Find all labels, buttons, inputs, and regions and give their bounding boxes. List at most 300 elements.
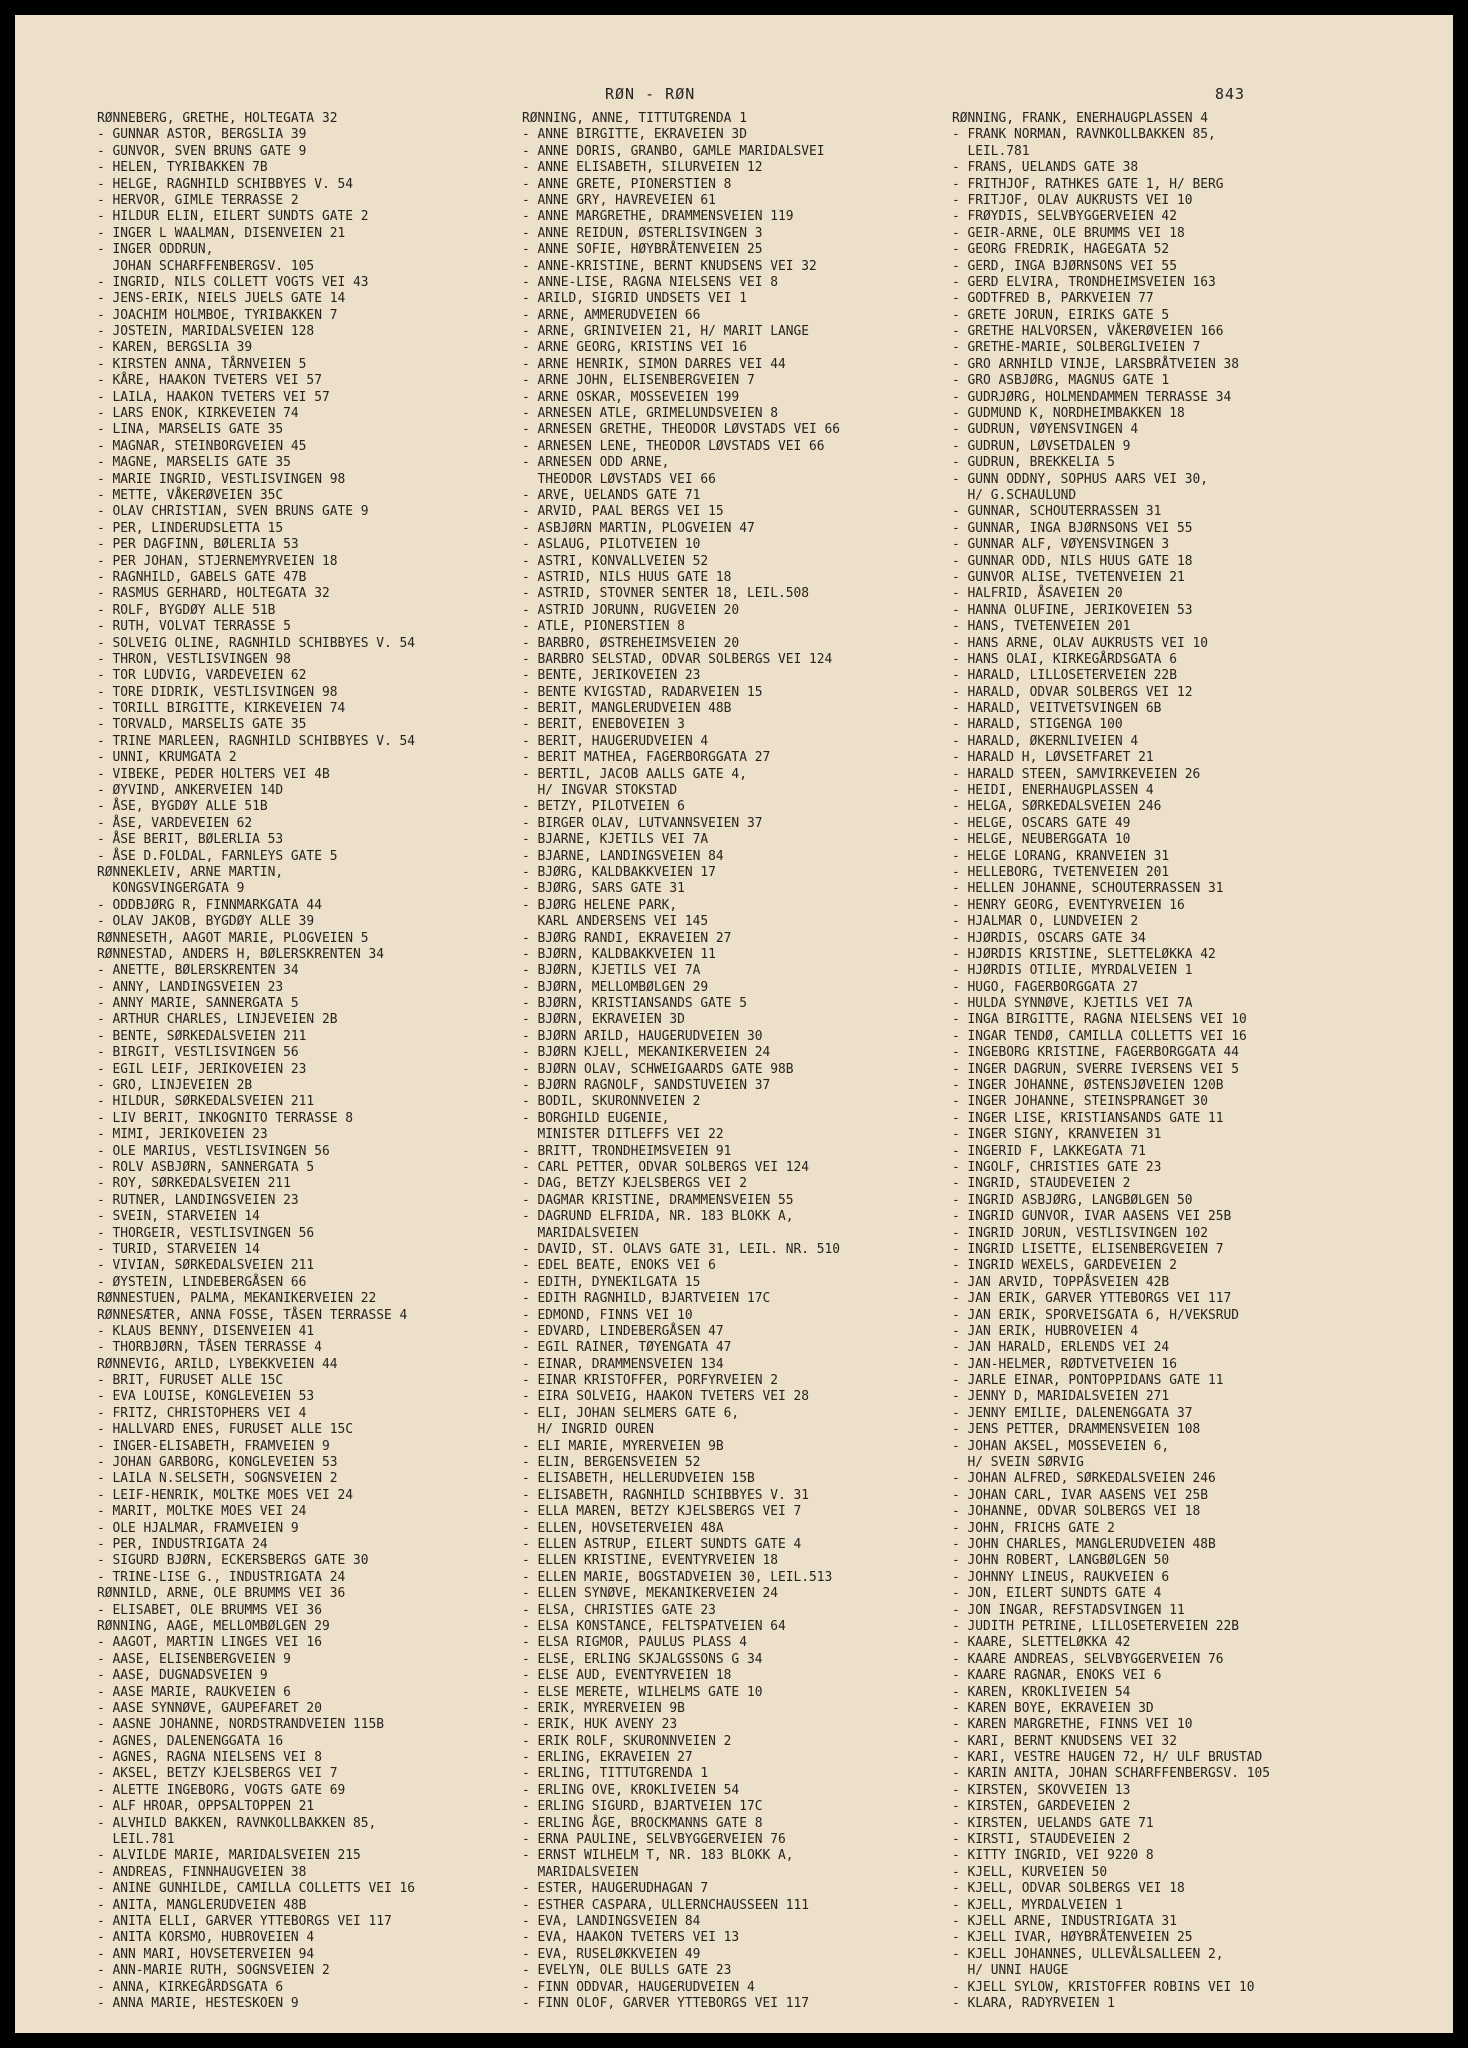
- directory-entry: - FINN OLOF, GARVER YTTEBORGS VEI 117: [522, 1995, 810, 2011]
- directory-entry: - GUDRJØRG, HOLMENDAMMEN TERRASSE 34: [952, 389, 1232, 405]
- directory-entry: - ELISABET, OLE BRUMMS VEI 36: [97, 1602, 322, 1618]
- directory-entry: - ØYSTEIN, LINDEBERGÅSEN 66: [97, 1274, 307, 1290]
- directory-entry: - SOLVEIG OLINE, RAGNHILD SCHIBBYES V. 54: [97, 635, 416, 651]
- directory-column-3: [952, 111, 1392, 2012]
- directory-entry: - THORBJØRN, TÅSEN TERRASSE 4: [97, 1340, 322, 1356]
- directory-entry: - AAGOT, MARTIN LINGES VEI 16: [97, 1635, 322, 1651]
- directory-entry: - KIRSTI, STAUDEVEIEN 2: [952, 1832, 1131, 1848]
- directory-entry: - HARALD STEEN, SAMVIRKEVEIEN 26: [952, 766, 1201, 782]
- directory-entry: - EVA, LANDINGSVEIEN 84: [522, 1913, 701, 1929]
- directory-entry: - BODIL, SKURONNVEIEN 2: [522, 1094, 701, 1110]
- directory-entry: - ANNE REIDUN, ØSTERLISVINGEN 3: [522, 225, 763, 241]
- directory-entry: - HUGO, FAGERBORGGATA 27: [952, 979, 1139, 995]
- directory-entry: - INGAR TENDØ, CAMILLA COLLETTS VEI 16: [952, 1028, 1247, 1044]
- directory-entry: - ANNE-KRISTINE, BERNT KNUDSENS VEI 32: [522, 258, 817, 274]
- directory-entry: - KARI, VESTRE HAUGEN 72, H/ ULF BRUSTAD: [952, 1750, 1263, 1766]
- directory-entry: H/ INGRID OUREN: [522, 1422, 654, 1438]
- directory-entry: - GUNNAR ODD, NILS HUUS GATE 18: [952, 553, 1193, 569]
- directory-entry: - BJARNE, KJETILS VEI 7A: [522, 832, 709, 848]
- directory-entry: MARIDALSVEIEN: [522, 1225, 639, 1241]
- directory-entry: - ÅSE, VARDEVEIEN 62: [97, 815, 253, 831]
- directory-entry: - INGER JOHANNE, ØSTENSJØVEIEN 120B: [952, 1078, 1224, 1094]
- directory-entry: - GRETHE HALVORSEN, VÅKERØVEIEN 166: [952, 324, 1224, 340]
- directory-entry: - BIRGER OLAV, LUTVANNSVEIEN 37: [522, 815, 763, 831]
- directory-entry: - KIRSTEN, UELANDS GATE 71: [952, 1815, 1154, 1831]
- directory-entry: - JAN HARALD, ERLENDS VEI 24: [952, 1340, 1170, 1356]
- directory-entry: - FRITJOF, OLAV AUKRUSTS VEI 10: [952, 192, 1193, 208]
- directory-entry: - ANNY MARIE, SANNERGATA 5: [97, 996, 299, 1012]
- directory-entry: - ASTRID JORUNN, RUGVEIEN 20: [522, 602, 740, 618]
- directory-entry: - ANNE ELISABETH, SILURVEIEN 12: [522, 160, 763, 176]
- directory-entry: - KIRSTEN ANNA, TÅRNVEIEN 5: [97, 356, 307, 372]
- directory-entry: - BRITT, TRONDHEIMSVEIEN 91: [522, 1143, 732, 1159]
- directory-entry: - ERIK, MYRERVEIEN 9B: [522, 1700, 685, 1716]
- directory-entry: - KAREN, BERGSLIA 39: [97, 340, 253, 356]
- directory-entry: - ODDBJØRG R, FINNMARKGATA 44: [97, 897, 322, 913]
- directory-entry: - KJELL, ODVAR SOLBERGS VEI 18: [952, 1881, 1185, 1897]
- directory-entry: - ARNESEN GRETHE, THEODOR LØVSTADS VEI 66: [522, 422, 841, 438]
- directory-entry: - BARBRO SELSTAD, ODVAR SOLBERGS VEI 124: [522, 651, 833, 667]
- directory-entry: - INGRID JORUN, VESTLISVINGEN 102: [952, 1225, 1208, 1241]
- directory-entry: - DAGMAR KRISTINE, DRAMMENSVEIEN 55: [522, 1192, 794, 1208]
- directory-entry: - ÅSE D.FOLDAL, FARNLEYS GATE 5: [97, 848, 338, 864]
- directory-entry: - KARIN ANITA, JOHAN SCHARFFENBERGSV. 105: [952, 1766, 1271, 1782]
- directory-entry: - ERNST WILHELM T, NR. 183 BLOKK A,: [522, 1848, 794, 1864]
- directory-entry: - ELLEN SYNØVE, MEKANIKERVEIEN 24: [522, 1586, 778, 1602]
- directory-entry: - ANNE BIRGITTE, EKRAVEIEN 3D: [522, 127, 747, 143]
- directory-entry: - GUNNAR ASTOR, BERGSLIA 39: [97, 127, 307, 143]
- directory-entry: - ELSE AUD, EVENTYRVEIEN 18: [522, 1668, 732, 1684]
- directory-entry: - ASLAUG, PILOTVEIEN 10: [522, 537, 701, 553]
- directory-entry: - DAG, BETZY KJELSBERGS VEI 2: [522, 1176, 747, 1192]
- directory-entry: RØNNESTUEN, PALMA, MEKANIKERVEIEN 22: [97, 1291, 377, 1307]
- directory-entry: - MIMI, JERIKOVEIEN 23: [97, 1127, 268, 1143]
- directory-entry: - HEIDI, ENERHAUGPLASSEN 4: [952, 783, 1154, 799]
- directory-entry: - ANNE-LISE, RAGNA NIELSENS VEI 8: [522, 274, 778, 290]
- directory-entry: - INGRID GUNVOR, IVAR AASENS VEI 25B: [952, 1209, 1232, 1225]
- directory-entry: - HULDA SYNNØVE, KJETILS VEI 7A: [952, 996, 1193, 1012]
- directory-entry: - ERIK ROLF, SKURONNVEIEN 2: [522, 1733, 732, 1749]
- directory-entry: - HELEN, TYRIBAKKEN 7B: [97, 160, 268, 176]
- directory-entry: - EDITH RAGNHILD, BJARTVEIEN 17C: [522, 1291, 771, 1307]
- directory-entry: - JOHAN AKSEL, MOSSEVEIEN 6,: [952, 1438, 1170, 1454]
- directory-entry: - ERLING SIGURD, BJARTVEIEN 17C: [522, 1799, 763, 1815]
- directory-entry: - ROLV ASBJØRN, SANNERGATA 5: [97, 1160, 315, 1175]
- directory-entry: - EINAR KRISTOFFER, PORFYRVEIEN 2: [522, 1373, 778, 1389]
- directory-entry: - JAN ARVID, TOPPÅSVEIEN 42B: [952, 1274, 1170, 1290]
- directory-entry: - JAN ERIK, GARVER YTTEBORGS VEI 117: [952, 1291, 1232, 1307]
- directory-entry: - ERLING ÅGE, BROCKMANNS GATE 8: [522, 1815, 763, 1831]
- directory-entry: - INGER JOHANNE, STEINSPRANGET 30: [952, 1094, 1208, 1110]
- directory-entry: - KAREN BOYE, EKRAVEIEN 3D: [952, 1700, 1154, 1716]
- directory-entry: - METTE, VÅKERØVEIEN 35C: [97, 487, 284, 503]
- directory-entry: - RAGNHILD, GABELS GATE 47B: [97, 569, 307, 585]
- directory-entry: - BJØRG RANDI, EKRAVEIEN 27: [522, 930, 732, 946]
- directory-entry: - BJØRN RAGNOLF, SANDSTUVEIEN 37: [522, 1078, 771, 1094]
- directory-page: [15, 15, 1453, 2033]
- directory-entry: - JON INGAR, REFSTADSVINGEN 11: [952, 1602, 1185, 1618]
- directory-entry: - ROLF, BYGDØY ALLE 51B: [97, 602, 276, 618]
- directory-entry: LEIL.781: [952, 143, 1030, 159]
- directory-entry: - BJØRN, KJETILS VEI 7A: [522, 963, 701, 979]
- directory-entry: - BJØRN, KRISTIANSANDS GATE 5: [522, 996, 747, 1012]
- directory-entry: - ELLEN, HOVSETERVEIEN 48A: [522, 1520, 724, 1536]
- directory-entry: - ARNE OSKAR, MOSSEVEIEN 199: [522, 389, 740, 405]
- directory-entry: - HJØRDIS KRISTINE, SLETTELØKKA 42: [952, 946, 1216, 962]
- directory-entry: - HALLVARD ENES, FURUSET ALLE 15C: [97, 1422, 353, 1438]
- directory-entry: - HARALD, STIGENGA 100: [952, 717, 1123, 733]
- directory-entry: - JARLE EINAR, PONTOPPIDANS GATE 11: [952, 1373, 1224, 1389]
- directory-entry: - HANS, TVETENVEIEN 201: [952, 619, 1131, 635]
- directory-entry: - ANN MARI, HOVSETERVEIEN 94: [97, 1946, 315, 1962]
- directory-entry: - HJALMAR O, LUNDVEIEN 2: [952, 914, 1139, 930]
- directory-entry: - BERIT, ENEBOVEIEN 3: [522, 717, 685, 733]
- directory-entry: - EIRA SOLVEIG, HAAKON TVETERS VEI 28: [522, 1389, 810, 1405]
- directory-entry: - ESTHER CASPARA, ULLERNCHAUSSEEN 111: [522, 1897, 810, 1913]
- directory-entry: - KJELL IVAR, HØYBRÅTENVEIEN 25: [952, 1930, 1193, 1946]
- directory-entry: - DAGRUND ELFRIDA, NR. 183 BLOKK A,: [522, 1209, 794, 1225]
- directory-entry: - LAILA N.SELSETH, SOGNSVEIEN 2: [97, 1471, 338, 1487]
- directory-entry: - KAARE ANDREAS, SELVBYGGERVEIEN 76: [952, 1651, 1224, 1667]
- directory-entry: - ANINE GUNHILDE, CAMILLA COLLETTS VEI 16: [97, 1881, 416, 1897]
- directory-entry: - INGER DAGRUN, SVERRE IVERSENS VEI 5: [952, 1061, 1240, 1077]
- directory-entry: - ANITA KORSMO, HUBROVEIEN 4: [97, 1930, 315, 1946]
- directory-entry: - BJØRN ARILD, HAUGERUDVEIEN 30: [522, 1028, 763, 1044]
- directory-entry: - ELSE MERETE, WILHELMS GATE 10: [522, 1684, 763, 1700]
- directory-entry: - GEORG FREDRIK, HAGEGATA 52: [952, 242, 1170, 258]
- directory-entry: - KAARE, SLETTELØKKA 42: [952, 1635, 1131, 1651]
- directory-entry: - AKSEL, BETZY KJELSBERGS VEI 7: [97, 1766, 338, 1782]
- directory-entry: - AGNES, RAGNA NIELSENS VEI 8: [97, 1750, 322, 1766]
- directory-entry: - OLAV CHRISTIAN, SVEN BRUNS GATE 9: [97, 504, 369, 520]
- directory-entry: - BJØRN, MELLOMBØLGEN 29: [522, 979, 709, 995]
- directory-entry: KONGSVINGERGATA 9: [97, 881, 245, 897]
- directory-entry: - ARVID, PAAL BERGS VEI 15: [522, 504, 724, 520]
- directory-entry: - BERIT, HAUGERUDVEIEN 4: [522, 733, 709, 749]
- directory-entry: - GUNNAR, SCHOUTERRASSEN 31: [952, 504, 1162, 520]
- directory-entry: - ASTRI, KONVALLVEIEN 52: [522, 553, 709, 569]
- directory-entry: - INGER-ELISABETH, FRAMVEIEN 9: [97, 1438, 330, 1454]
- directory-entry: - INGEBORG KRISTINE, FAGERBORGGATA 44: [952, 1045, 1240, 1061]
- directory-entry: - HILDUR ELIN, EILERT SUNDTS GATE 2: [97, 209, 369, 225]
- directory-entry: - KJELL ARNE, INDUSTRIGATA 31: [952, 1913, 1177, 1929]
- directory-entry: - JAN-HELMER, RØDTVETVEIEN 16: [952, 1356, 1177, 1372]
- directory-entry: - ALVHILD BAKKEN, RAVNKOLLBAKKEN 85,: [97, 1815, 377, 1831]
- directory-entry: - JENNY EMILIE, DALENENGGATA 37: [952, 1405, 1193, 1421]
- directory-entry: RØNNILD, ARNE, OLE BRUMMS VEI 36: [97, 1586, 346, 1602]
- directory-entry: - MAGNE, MARSELIS GATE 35: [97, 455, 291, 471]
- directory-entry: - AGNES, DALENENGGATA 16: [97, 1733, 284, 1749]
- directory-entry: LEIL.781: [97, 1832, 175, 1848]
- directory-entry: - GUNVOR, SVEN BRUNS GATE 9: [97, 143, 307, 159]
- directory-entry: - HERVOR, GIMLE TERRASSE 2: [97, 192, 299, 208]
- directory-entry: - EINAR, DRAMMENSVEIEN 134: [522, 1356, 724, 1372]
- directory-entry: - ELSE, ERLING SKJALGSSONS G 34: [522, 1651, 763, 1667]
- directory-entry: - JOHN CHARLES, MANGLERUDVEIEN 48B: [952, 1536, 1216, 1552]
- directory-entry: - INGRID LISETTE, ELISENBERGVEIEN 7: [952, 1241, 1224, 1257]
- directory-entry: - OLE HJALMAR, FRAMVEIEN 9: [97, 1520, 299, 1536]
- directory-entry: - JOSTEIN, MARIDALSVEIEN 128: [97, 324, 315, 340]
- directory-entry: - ANITA ELLI, GARVER YTTEBORGS VEI 117: [97, 1913, 392, 1929]
- directory-entry: - ERLING, EKRAVEIEN 27: [522, 1750, 693, 1766]
- directory-entry: - HELGE LORANG, KRANVEIEN 31: [952, 848, 1170, 864]
- directory-entry: - RASMUS GERHARD, HOLTEGATA 32: [97, 586, 330, 602]
- directory-entry: - BERTIL, JACOB AALLS GATE 4,: [522, 766, 747, 782]
- directory-entry: - JENNY D, MARIDALSVEIEN 271: [952, 1389, 1170, 1405]
- directory-entry: - TURID, STARVEIEN 14: [97, 1241, 260, 1257]
- directory-entry: - KJELL JOHANNES, ULLEVÅLSALLEEN 2,: [952, 1946, 1224, 1962]
- directory-entry: - TORVALD, MARSELIS GATE 35: [97, 717, 307, 733]
- directory-entry: - HANS OLAI, KIRKEGÅRDSGATA 6: [952, 651, 1177, 667]
- directory-entry: - ARVE, UELANDS GATE 71: [522, 487, 701, 503]
- directory-entry: - HARALD H, LØVSETFARET 21: [952, 750, 1154, 766]
- directory-entry: - INGER L WAALMAN, DISENVEIEN 21: [97, 225, 346, 241]
- directory-entry: - BRIT, FURUSET ALLE 15C: [97, 1373, 284, 1389]
- directory-entry: RØNNING, AAGE, MELLOMBØLGEN 29: [97, 1618, 330, 1634]
- directory-entry: - ANNA, KIRKEGÅRDSGATA 6: [97, 1979, 284, 1995]
- directory-entry: - ELLEN MARIE, BOGSTADVEIEN 30, LEIL.513: [522, 1569, 833, 1585]
- directory-entry: - GODTFRED B, PARKVEIEN 77: [952, 291, 1154, 307]
- directory-entry: - KIRSTEN, SKOVVEIEN 13: [952, 1782, 1131, 1798]
- directory-entry: - INGRID, STAUDEVEIEN 2: [952, 1176, 1131, 1192]
- directory-entry: RØNNEBERG, GRETHE, HOLTEGATA 32: [97, 111, 338, 126]
- directory-entry: - ANNE GRY, HAVREVEIEN 61: [522, 192, 716, 208]
- directory-entry: - HALFRID, ÅSAVEIEN 20: [952, 586, 1123, 602]
- directory-entry: - ARILD, SIGRID UNDSETS VEI 1: [522, 291, 747, 307]
- directory-entry: - ANN-MARIE RUTH, SOGNSVEIEN 2: [97, 1963, 330, 1979]
- directory-entry: - KLAUS BENNY, DISENVEIEN 41: [97, 1323, 315, 1339]
- directory-entry: - ELLEN ASTRUP, EILERT SUNDTS GATE 4: [522, 1536, 802, 1552]
- directory-entry: - KAARE RAGNAR, ENOKS VEI 6: [952, 1668, 1162, 1684]
- directory-entry: - LINA, MARSELIS GATE 35: [97, 422, 284, 438]
- directory-entry: - ELI, JOHAN SELMERS GATE 6,: [522, 1405, 740, 1421]
- directory-entry: - GUDRUN, VØYENSVINGEN 4: [952, 422, 1139, 438]
- directory-entry: - BENTE, SØRKEDALSVEIEN 211: [97, 1028, 307, 1044]
- directory-entry: - JOHANNE, ODVAR SOLBERGS VEI 18: [952, 1504, 1201, 1520]
- directory-entry: - GUNVOR ALISE, TVETENVEIEN 21: [952, 569, 1185, 585]
- directory-entry: H/ INGVAR STOKSTAD: [522, 783, 678, 799]
- directory-entry: - HELGE, OSCARS GATE 49: [952, 815, 1131, 831]
- directory-entry: - JUDITH PETRINE, LILLOSETERVEIEN 22B: [952, 1618, 1240, 1634]
- directory-entry: - GRETHE-MARIE, SOLBERGLIVEIEN 7: [952, 340, 1201, 356]
- directory-entry: - ALF HROAR, OPPSALTOPPEN 21: [97, 1799, 315, 1815]
- directory-entry: - GEIR-ARNE, OLE BRUMMS VEI 18: [952, 225, 1185, 241]
- directory-entry: - KLARA, RADYRVEIEN 1: [952, 1995, 1115, 2011]
- directory-entry: - ANNY, LANDINGSVEIEN 23: [97, 979, 284, 995]
- directory-entry: - FINN ODDVAR, HAUGERUDVEIEN 4: [522, 1979, 755, 1995]
- directory-entry: - ERNA PAULINE, SELVBYGGERVEIEN 76: [522, 1832, 786, 1848]
- directory-entry: - ARNE, AMMERUDVEIEN 66: [522, 307, 701, 323]
- directory-entry: - ANNA MARIE, HESTESKOEN 9: [97, 1995, 299, 2011]
- directory-entry: - ÅSE BERIT, BØLERLIA 53: [97, 832, 284, 848]
- directory-entry: - HJØRDIS OTILIE, MYRDALVEIEN 1: [952, 963, 1193, 979]
- directory-entry: - JAN ERIK, HUBROVEIEN 4: [952, 1323, 1139, 1339]
- page-number: 843: [1215, 85, 1246, 103]
- directory-entry: - TOR LUDVIG, VARDEVEIEN 62: [97, 668, 307, 684]
- directory-entry: RØNNING, ANNE, TITTUTGRENDA 1: [522, 111, 747, 126]
- directory-entry: - EDMOND, FINNS VEI 10: [522, 1307, 693, 1323]
- directory-entry: - LEIF-HENRIK, MOLTKE MOES VEI 24: [97, 1487, 353, 1503]
- directory-entry: - PER DAGFINN, BØLERLIA 53: [97, 537, 299, 553]
- directory-entry: - GUNN ODDNY, SOPHUS AARS VEI 30,: [952, 471, 1208, 487]
- directory-entry: - ROY, SØRKEDALSVEIEN 211: [97, 1176, 291, 1192]
- directory-entry: - KITTY INGRID, VEI 9220 8: [952, 1848, 1154, 1864]
- directory-entry: - HELGA, SØRKEDALSVEIEN 246: [952, 799, 1162, 815]
- directory-entry: - HARALD, LILLOSETERVEIEN 22B: [952, 668, 1177, 684]
- directory-entry: - ELISABETH, HELLERUDVEIEN 15B: [522, 1471, 755, 1487]
- directory-entry: - LARS ENOK, KIRKEVEIEN 74: [97, 406, 299, 422]
- directory-entry: - INGOLF, CHRISTIES GATE 23: [952, 1160, 1162, 1175]
- directory-entry: - HELGE, NEUBERGGATA 10: [952, 832, 1131, 848]
- directory-entry: - ANNE SOFIE, HØYBRÅTENVEIEN 25: [522, 242, 763, 258]
- directory-entry: - ERIK, HUK AVENY 23: [522, 1717, 678, 1733]
- directory-entry: RØNNESETH, AAGOT MARIE, PLOGVEIEN 5: [97, 930, 369, 946]
- directory-entry: - INGRID WEXELS, GARDEVEIEN 2: [952, 1258, 1177, 1274]
- directory-entry: - RUTH, VOLVAT TERRASSE 5: [97, 619, 291, 635]
- directory-entry: - AASE, ELISENBERGVEIEN 9: [97, 1651, 291, 1667]
- directory-entry: - FRANK NORMAN, RAVNKOLLBAKKEN 85,: [952, 127, 1216, 143]
- directory-entry: - THRON, VESTLISVINGEN 98: [97, 651, 291, 667]
- directory-entry: - KAREN MARGRETHE, FINNS VEI 10: [952, 1717, 1193, 1733]
- directory-entry: - ARNE, GRINIVEIEN 21, H/ MARIT LANGE: [522, 324, 810, 340]
- directory-entry: - ASTRID, STOVNER SENTER 18, LEIL.508: [522, 586, 810, 602]
- directory-entry: - INGER ODDRUN,: [97, 242, 214, 258]
- directory-entry: - INGERID F, LAKKEGATA 71: [952, 1143, 1146, 1159]
- directory-entry: - HARALD, VEITVETSVINGEN 6B: [952, 701, 1162, 717]
- directory-entry: - GRO ARNHILD VINJE, LARSBRÅTVEIEN 38: [952, 356, 1240, 372]
- directory-entry: - KJELL, MYRDALVEIEN 1: [952, 1897, 1123, 1913]
- directory-entry: - JOHNNY LINEUS, RAUKVEIEN 6: [952, 1569, 1170, 1585]
- directory-entry: - CARL PETTER, ODVAR SOLBERGS VEI 124: [522, 1160, 810, 1175]
- directory-entry: - EDEL BEATE, ENOKS VEI 6: [522, 1258, 716, 1274]
- directory-entry: - FRANS, UELANDS GATE 38: [952, 160, 1139, 176]
- directory-entry: - EGIL RAINER, TØYENGATA 47: [522, 1340, 732, 1356]
- directory-entry: RØNNESÆTER, ANNA FOSSE, TÅSEN TERRASSE 4: [97, 1307, 408, 1323]
- directory-entry: RØNNEVIG, ARILD, LYBEKKVEIEN 44: [97, 1356, 338, 1372]
- directory-entry: - JOHAN CARL, IVAR AASENS VEI 25B: [952, 1487, 1208, 1503]
- directory-entry: - TORILL BIRGITTE, KIRKEVEIEN 74: [97, 701, 346, 717]
- directory-entry: - ANNE DORIS, GRANBO, GAMLE MARIDALSVEI: [522, 143, 825, 159]
- directory-entry: RØNNING, FRANK, ENERHAUGPLASSEN 4: [952, 111, 1208, 126]
- directory-entry: - ARNESEN LENE, THEODOR LØVSTADS VEI 66: [522, 438, 825, 454]
- running-header: RØN - RØN: [605, 85, 696, 103]
- directory-entry: - ERLING, TITTUTGRENDA 1: [522, 1766, 709, 1782]
- directory-entry: - KAREN, KROKLIVEIEN 54: [952, 1684, 1131, 1700]
- directory-entry: H/ G.SCHAULUND: [952, 487, 1077, 503]
- directory-entry: - PER, INDUSTRIGATA 24: [97, 1536, 268, 1552]
- directory-entry: - MAGNAR, STEINBORGVEIEN 45: [97, 438, 307, 454]
- directory-entry: - BJØRN, KALDBAKKVEIEN 11: [522, 946, 716, 962]
- directory-entry: - TORE DIDRIK, VESTLISVINGEN 98: [97, 684, 338, 700]
- directory-entry: - EVA LOUISE, KONGLEVEIEN 53: [97, 1389, 315, 1405]
- directory-entry: - BJØRG, SARS GATE 31: [522, 881, 685, 897]
- directory-entry: - HJØRDIS, OSCARS GATE 34: [952, 930, 1146, 946]
- directory-entry: - HANS ARNE, OLAV AUKRUSTS VEI 10: [952, 635, 1208, 651]
- directory-entry: - AASNE JOHANNE, NORDSTRANDVEIEN 115B: [97, 1717, 385, 1733]
- directory-entry: - ELLEN KRISTINE, EVENTYRVEIEN 18: [522, 1553, 778, 1569]
- directory-entry: - ESTER, HAUGERUDHAGAN 7: [522, 1881, 709, 1897]
- directory-entry: - EDVARD, LINDEBERGÅSEN 47: [522, 1323, 724, 1339]
- directory-entry: - MARIE INGRID, VESTLISVINGEN 98: [97, 471, 346, 487]
- directory-entry: - BJØRN, EKRAVEIEN 3D: [522, 1012, 685, 1028]
- directory-entry: - ELIN, BERGENSVEIEN 52: [522, 1455, 701, 1471]
- directory-entry: - TRINE-LISE G., INDUSTRIGATA 24: [97, 1569, 346, 1585]
- directory-entry: - BENTE KVIGSTAD, RADARVEIEN 15: [522, 684, 763, 700]
- directory-entry: - FRITHJOF, RATHKES GATE 1, H/ BERG: [952, 176, 1224, 192]
- directory-entry: - JAN ERIK, SPORVEISGATA 6, H/VEKSRUD: [952, 1307, 1240, 1323]
- directory-entry: - INGRID, NILS COLLETT VOGTS VEI 43: [97, 274, 369, 290]
- directory-entry: - EVA, RUSELØKKVEIEN 49: [522, 1946, 701, 1962]
- directory-entry: - ANNE GRETE, PIONERSTIEN 8: [522, 176, 732, 192]
- directory-entry: JOHAN SCHARFFENBERGSV. 105: [97, 258, 315, 274]
- directory-entry: - INGER LISE, KRISTIANSANDS GATE 11: [952, 1110, 1224, 1126]
- directory-entry: - AASE MARIE, RAUKVEIEN 6: [97, 1684, 291, 1700]
- directory-entry: - JOHAN ALFRED, SØRKEDALSVEIEN 246: [952, 1471, 1216, 1487]
- directory-entry: - GUDRUN, LØVSETDALEN 9: [952, 438, 1131, 454]
- directory-entry: - ELI MARIE, MYRERVEIEN 9B: [522, 1438, 724, 1454]
- directory-entry: - UNNI, KRUMGATA 2: [97, 750, 237, 766]
- directory-entry: - ANITA, MANGLERUDVEIEN 48B: [97, 1897, 307, 1913]
- directory-entry: - ELISABETH, RAGNHILD SCHIBBYES V. 31: [522, 1487, 810, 1503]
- directory-entry: - GRO, LINJEVEIEN 2B: [97, 1078, 253, 1094]
- directory-entry: THEODOR LØVSTADS VEI 66: [522, 471, 716, 487]
- directory-column-1: [97, 111, 537, 2012]
- directory-entry: - BORGHILD EUGENIE,: [522, 1110, 670, 1126]
- directory-entry: - HARALD, ØKERNLIVEIEN 4: [952, 733, 1139, 749]
- directory-entry: - GRETE JORUN, EIRIKS GATE 5: [952, 307, 1170, 323]
- directory-entry: - VIVIAN, SØRKEDALSVEIEN 211: [97, 1258, 315, 1274]
- directory-column-2: [522, 111, 962, 2012]
- directory-entry: H/ UNNI HAUGE: [952, 1963, 1069, 1979]
- directory-entry: - JENS PETTER, DRAMMENSVEIEN 108: [952, 1422, 1201, 1438]
- directory-entry: - EVA, HAAKON TVETERS VEI 13: [522, 1930, 740, 1946]
- directory-entry: - HELGE, RAGNHILD SCHIBBYES V. 54: [97, 176, 353, 192]
- directory-entry: - HILDUR, SØRKEDALSVEIEN 211: [97, 1094, 315, 1110]
- directory-entry: RØNNEKLEIV, ARNE MARTIN,: [97, 864, 284, 880]
- directory-entry: - INGRID ASBJØRG, LANGBØLGEN 50: [952, 1192, 1193, 1208]
- directory-entry: - PER, LINDERUDSLETTA 15: [97, 520, 284, 536]
- directory-entry: MINISTER DITLEFFS VEI 22: [522, 1127, 724, 1143]
- directory-entry: - KJELL, KURVEIEN 50: [952, 1864, 1108, 1880]
- directory-entry: - LAILA, HAAKON TVETERS VEI 57: [97, 389, 330, 405]
- directory-entry: - FRITZ, CHRISTOPHERS VEI 4: [97, 1405, 307, 1421]
- directory-entry: - BJØRG HELENE PARK,: [522, 897, 678, 913]
- directory-entry: - ÅSE, BYGDØY ALLE 51B: [97, 799, 268, 815]
- directory-entry: - BERIT, MANGLERUDVEIEN 48B: [522, 701, 732, 717]
- directory-entry: - INGER SIGNY, KRANVEIEN 31: [952, 1127, 1162, 1143]
- directory-entry: - GUNNAR ALF, VØYENSVINGEN 3: [952, 537, 1170, 553]
- directory-entry: - ELSA KONSTANCE, FELTSPATVEIEN 64: [522, 1618, 786, 1634]
- directory-entry: - HENRY GEORG, EVENTYRVEIEN 16: [952, 897, 1185, 913]
- directory-entry: - KÅRE, HAAKON TVETERS VEI 57: [97, 373, 322, 389]
- directory-entry: - ANETTE, BØLERSKRENTEN 34: [97, 963, 299, 979]
- directory-entry: - SVEIN, STARVEIEN 14: [97, 1209, 260, 1225]
- directory-entry: - TRINE MARLEEN, RAGNHILD SCHIBBYES V. 54: [97, 733, 416, 749]
- directory-entry: - EVELYN, OLE BULLS GATE 23: [522, 1963, 732, 1979]
- directory-entry: - ELLA MAREN, BETZY KJELSBERGS VEI 7: [522, 1504, 802, 1520]
- directory-entry: - BERIT MATHEA, FAGERBORGGATA 27: [522, 750, 771, 766]
- directory-entry: - VIBEKE, PEDER HOLTERS VEI 4B: [97, 766, 330, 782]
- directory-entry: - HELLEBORG, TVETENVEIEN 201: [952, 864, 1170, 880]
- directory-entry: - ARNESEN ATLE, GRIMELUNDSVEIEN 8: [522, 406, 778, 422]
- directory-entry: - PER JOHAN, STJERNEMYRVEIEN 18: [97, 553, 338, 569]
- directory-entry: - INGA BIRGITTE, RAGNA NIELSENS VEI 10: [952, 1012, 1247, 1028]
- directory-entry: - ELSA RIGMOR, PAULUS PLASS 4: [522, 1635, 747, 1651]
- directory-entry: - ASTRID, NILS HUUS GATE 18: [522, 569, 732, 585]
- directory-entry: - GRO ASBJØRG, MAGNUS GATE 1: [952, 373, 1170, 389]
- directory-entry: - ARNE JOHN, ELISENBERGVEIEN 7: [522, 373, 755, 389]
- directory-entry: - SIGURD BJØRN, ECKERSBERGS GATE 30: [97, 1553, 369, 1569]
